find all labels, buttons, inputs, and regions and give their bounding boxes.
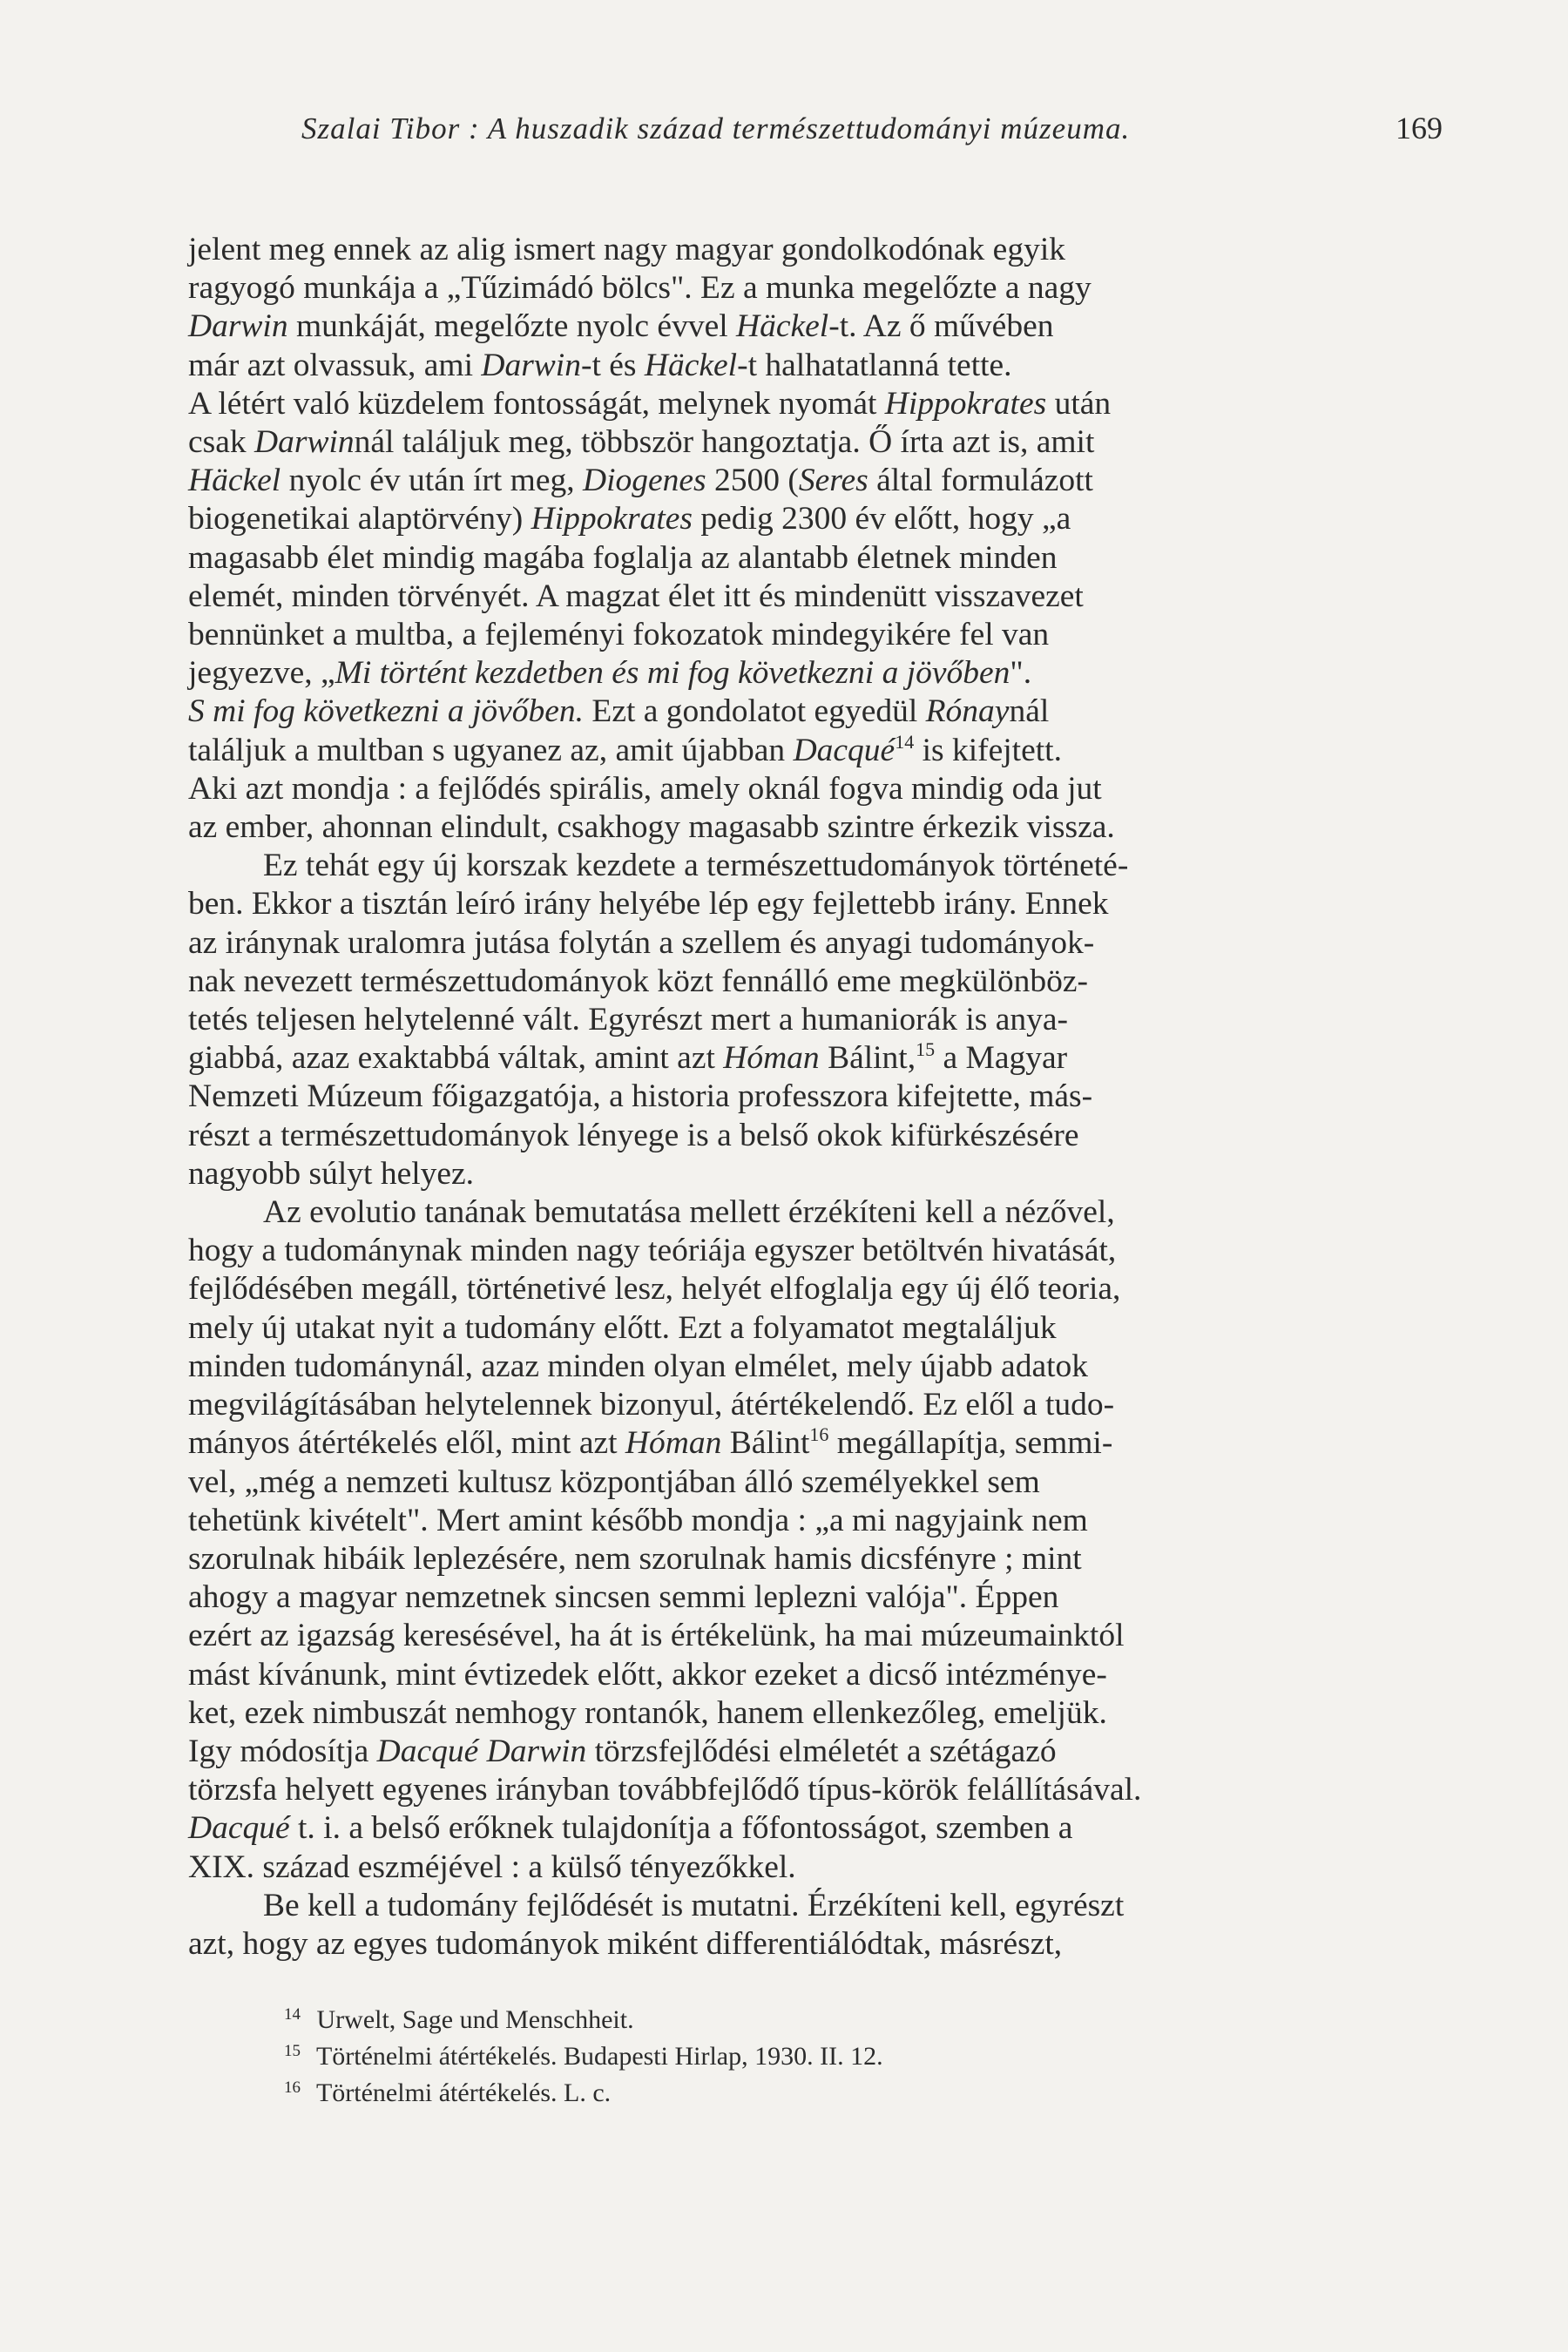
text-line: Igy módosítja Dacqué Darwin törzsfejlődési elméletét a szétágazó: [188, 1733, 1057, 1769]
text-line: részt a természettudományok lényege is a belső okok kifürkészésére: [188, 1117, 1079, 1153]
text-line: az ember, ahonnan elindult, csakhogy magasabb szintre érkezik vissza.: [188, 809, 1115, 846]
body-text: [188, 231, 1439, 1963]
text-line: mely új utakat nyit a tudomány előtt. Ezt a folyamatot megtaláljuk: [188, 1309, 1057, 1346]
text-line: ben. Ekkor a tisztán leíró irány helyébe lép egy fejlettebb irány. Ennek: [188, 886, 1109, 923]
footnote-number: 14: [284, 2005, 301, 2024]
text-line: ragyogó munkája a „Tűzimádó bölcs". Ez a munka megelőzte a nagy: [188, 270, 1092, 307]
text-line: jelent meg ennek az alig ismert nagy magyar gondolkodónak egyik: [188, 232, 1065, 267]
text-line: XIX. század eszméjével : a külső tényezőkkel.: [188, 1848, 796, 1885]
footnote-text: Urwelt, Sage und Menschheit.: [310, 2005, 634, 2034]
text-line: ezért az igazság keresésével, ha át is értékelünk, ha mai múzeumainktól: [188, 1618, 1125, 1654]
page-number: 169: [1396, 111, 1443, 145]
text-line: fejlődésében megáll, történetivé lesz, helyét elfoglalja egy új élő teoria,: [188, 1271, 1121, 1308]
text-line: mást kívánunk, mint évtizedek előtt, akkor ezeket a dicső intézménye-: [188, 1656, 1107, 1693]
footnote: [284, 2036, 1329, 2072]
text-line: mányos átértékelés elől, mint azt Hóman Bálint$^{16}$ megállapítja, semmi-: [188, 1423, 1113, 1462]
text-line: ahogy a magyar nemzetnek sincsen semmi leplezni valója". Éppen: [188, 1579, 1059, 1616]
footnote-number: 15: [284, 2042, 301, 2060]
footnote-text: Történelmi átértékelés. L. c.: [310, 2078, 612, 2107]
text-line: Ez tehát egy új korszak kezdete a természettudományok történeté-: [263, 848, 1129, 884]
text-line: az iránynak uralomra jutása folytán a szellem és anyagi tudományok-: [188, 924, 1095, 961]
text-line: ket, ezek nimbuszát nemhogy rontanók, hanem ellenkezőleg, emeljük.: [188, 1694, 1107, 1731]
footnotes: [284, 1999, 1329, 2109]
footnote-text: Történelmi átértékelés. Budapesti Hirlap, 1930. II. 12.: [310, 2042, 883, 2071]
text-line: minden tudománynál, azaz minden olyan elmélet, mely újabb adatok: [188, 1348, 1089, 1384]
text-line: csak Darwinnál találjuk meg, többször hangoztatja. Ő írta azt is, amit: [188, 424, 1095, 461]
text-line: S mi fog következni a jövőben. Ezt a gondolatot egyedül Rónaynál: [188, 693, 1050, 730]
text-line: nagyobb súlyt helyez.: [188, 1155, 475, 1192]
footnote-number: 16: [284, 2078, 301, 2097]
text-line: Dacqué t. i. a belső erőknek tulajdonítja a főfontosságot, szemben a: [188, 1810, 1073, 1847]
text-line: magasabb élet mindig magába foglalja az alantabb életnek minden: [188, 539, 1058, 576]
text-line: tetés teljesen helytelenné vált. Egyrészt mert a humaniorák is anya-: [188, 1002, 1069, 1038]
text-line: találjuk a multban s ugyanez az, amit újabban Dacqué$^{14}$ is kifejtett.: [188, 730, 1062, 768]
text-line: jegyezve, „Mi történt kezdetben és mi fog következni a jövőben".: [188, 655, 1032, 692]
running-title: Szalai Tibor : A huszadik század természettudományi múzeuma.: [301, 112, 1131, 145]
text-line: már azt olvassuk, ami Darwin-t és Häckel-t halhatatlanná tette.: [188, 347, 1012, 383]
text-line: hogy a tudománynak minden nagy teóriája egyszer betöltvén hivatását,: [188, 1233, 1117, 1269]
text-line: giabbá, azaz exaktabbá váltak, amint azt Hóman Bálint,$^{15}$ a Magyar: [188, 1038, 1068, 1077]
text-line: Nemzeti Múzeum főigazgatója, a historia professzora kifejtette, más-: [188, 1078, 1093, 1115]
text-line: vel, „még a nemzeti kultusz központjában álló személyekkel sem: [188, 1463, 1040, 1500]
text-line: Häckel nyolc év után írt meg, Diogenes 2500 (Seres által formulázott: [188, 463, 1093, 499]
text-line: elemét, minden törvényét. A magzat élet itt és mindenütt visszavezet: [188, 578, 1084, 614]
text-line: Az evolutio tanának bemutatása mellett érzékíteni kell a nézővel,: [263, 1194, 1115, 1231]
text-line: bennünket a multba, a fejleményi fokozatok mindegyikére fel van: [188, 617, 1050, 653]
text-line: Be kell a tudomány fejlődését is mutatni. Érzékíteni kell, egyrészt: [263, 1887, 1125, 1923]
text-line: biogenetikai alaptörvény) Hippokrates pedig 2300 év előtt, hogy „a: [188, 501, 1071, 537]
text-line: megvilágításában helytelennek bizonyul, átértékelendő. Ez elől a tudo-: [188, 1387, 1115, 1423]
page-header: [301, 110, 1443, 162]
text-line: azt, hogy az egyes tudományok miként differentiálódtak, másrészt,: [188, 1925, 1063, 1962]
footnote: [284, 1999, 1329, 2036]
footnote: [284, 2072, 1329, 2109]
text-line: törzsfa helyett egyenes irányban továbbfejlődő típus-körök felállításával.: [188, 1772, 1142, 1808]
text-line: nak nevezett természettudományok közt fennálló eme megkülönböz-: [188, 963, 1088, 999]
text-line: szorulnak hibáik leplezésére, nem szorulnak hamis dicsfényre ; mint: [188, 1540, 1082, 1577]
text-line: A létért való küzdelem fontosságát, melynek nyomát Hippokrates után: [188, 385, 1112, 422]
text-line: Aki azt mondja : a fejlődés spirális, amely oknál fogva mindig oda jut: [188, 770, 1102, 807]
text-line: Darwin munkáját, megelőzte nyolc évvel Häckel-t. Az ő művében: [188, 308, 1054, 345]
text-line: tehetünk kivételt". Mert amint később mondja : „a mi nagyjaink nem: [188, 1502, 1088, 1538]
